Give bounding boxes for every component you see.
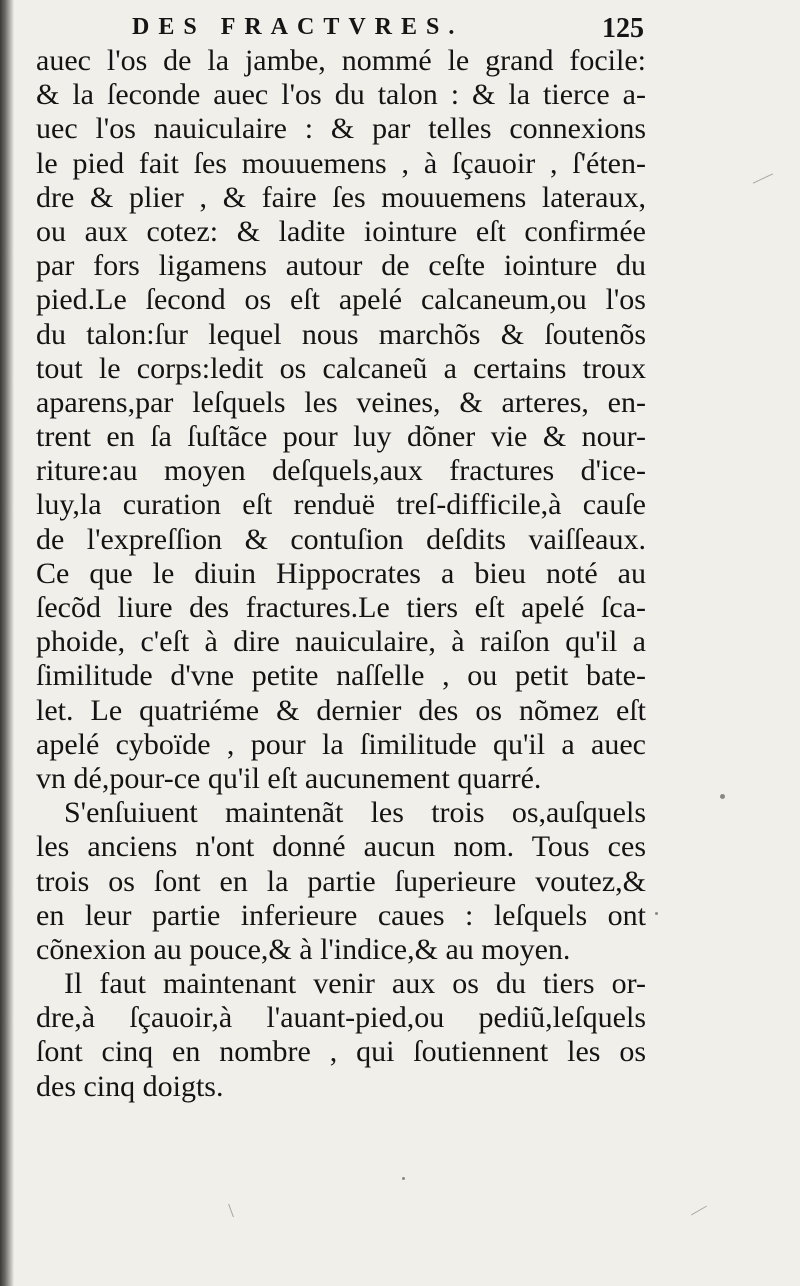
text-line: vn dé,pour-ce qu'il eſt aucunement quarré.	[36, 761, 542, 795]
text-line: les anciens n'ont donné aucun nom. Tous ces	[36, 830, 646, 864]
text-line: phoide, c'eſt à dire nauiculaire, à raiſon qu'il a	[36, 625, 646, 659]
text-line: dre & plier , & faire ſes mouuemens lateraux,	[36, 180, 646, 214]
text-line: cõnexion au pouce,& à l'indice,& au moyen.	[36, 932, 571, 966]
text-line: auec l'os de la jambe, nommé le grand focile:	[36, 44, 646, 77]
text-line: trent en ſa ſuſtãce pour luy dõner vie & nour-	[36, 420, 646, 454]
text-line: S'enſuiuent maintenãt les trois os,auſquels	[64, 796, 646, 830]
text-line: pied.Le ſecond os eſt apelé calcaneum,ou l'os	[36, 283, 646, 317]
text-line: dre,à ſçauoir,à l'auant-pied,ou pediũ,leſquels	[36, 1001, 646, 1035]
paper-scratch	[691, 1206, 707, 1216]
body-text	[36, 44, 646, 1104]
paper-speck	[655, 912, 658, 915]
text-line: ſecõd liure des fractures.Le tiers eſt apelé ſca-	[36, 591, 646, 624]
text-line: Ce que le diuin Hippocrates a bieu noté au	[36, 556, 646, 590]
paper-speck	[402, 1177, 405, 1180]
text-line: le pied fait ſes mouuemens , à ſçauoir , ſ'éten-	[36, 146, 646, 180]
text-line: par fors ligamens autour de ceſte iointure du	[36, 249, 646, 283]
paper-scratch	[228, 1204, 234, 1217]
page-number: 125	[602, 13, 644, 44]
text-line: Il faut maintenant venir aux os du tiers or-	[64, 967, 646, 1001]
paper-scratch	[753, 173, 773, 183]
text-line: des cinq doigts.	[36, 1069, 224, 1103]
text-line: de l'expreſſion & contuſion deſdits vaiſſeaux.	[36, 522, 646, 556]
text-line: ou aux cotez: & ladite iointure eſt confirmée	[36, 214, 646, 248]
text-line: & la ſeconde auec l'os du talon : & la tierce a-	[36, 78, 646, 112]
text-line: tout le corps:ledit os calcaneũ a certains troux	[36, 351, 646, 385]
text-line: riture:au moyen deſquels,aux fractures d'ice-	[36, 454, 646, 488]
text-line: let. Le quatriéme & dernier des os nõmez eſt	[36, 693, 646, 727]
text-line: uec l'os nauiculaire : & par telles connexions	[36, 112, 646, 146]
text-line: aparens,par leſquels les veines, & arteres, en-	[36, 385, 646, 419]
text-line: luy,la curation eſt renduë treſ-difficile,à cauſe	[36, 488, 646, 522]
text-line: ſimilitude d'vne petite naſſelle , ou petit bate-	[36, 659, 646, 693]
paper-speck	[720, 794, 725, 799]
text-line: en leur partie inferieure caues : leſquels ont	[36, 898, 646, 932]
running-head: DES FRACTVRES.	[132, 14, 464, 40]
page-header	[36, 10, 646, 44]
page-binding-edge	[0, 0, 14, 1286]
text-line: trois os ſont en la partie ſuperieure voutez,&	[36, 864, 646, 898]
text-line: du talon:ſur lequel nous marchõs & ſoutenõs	[36, 317, 646, 351]
text-line: apelé cyboïde , pour la ſimilitude qu'il a auec	[36, 727, 646, 761]
text-line: ſont cinq en nombre , qui ſoutiennent les os	[36, 1035, 646, 1069]
